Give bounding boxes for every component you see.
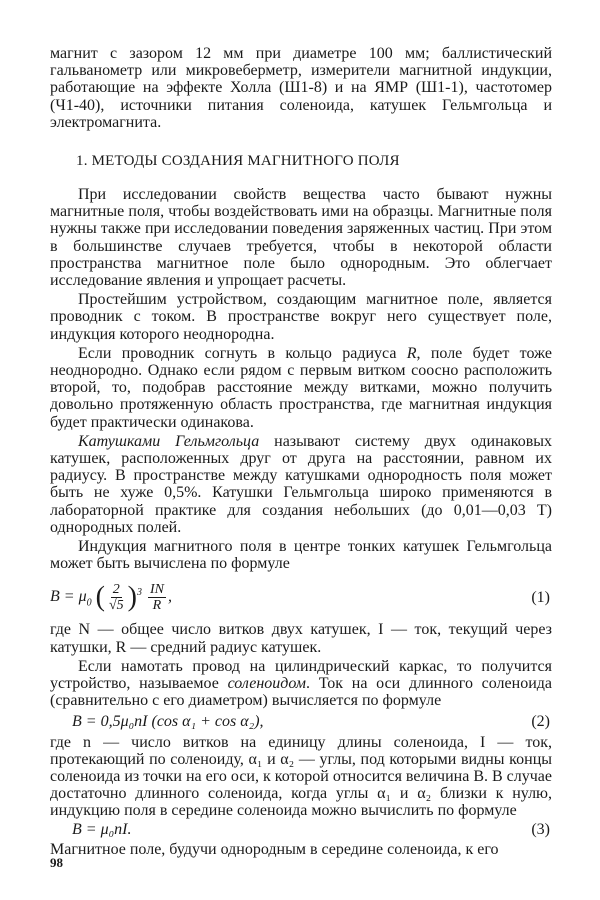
p3-text-b: , поле будет тоже неоднородно. Однако если рядом с первым витком соосно расположить второй, то, подобрав расстояние между витками, можно получить довольно протяженную область пространства, где магнитная индукция будет практически одинакова.	[50, 344, 552, 431]
formula-2-expression: B = 0,5μ₀nI (cos α₁ + cos α₂),	[72, 712, 264, 730]
formula-1-expression: $B = \mu_0$ ( $\frac{2}{√5}$ )$^3$ $\frac{IN}{R}$ ,	[50, 581, 172, 614]
formula-1-num: 2	[112, 582, 120, 598]
formula-1-num2: IN	[149, 582, 164, 598]
paragraph-4	[50, 433, 552, 536]
solenoid-term: соленоидом	[227, 675, 306, 693]
paragraph-7	[50, 658, 552, 710]
formula-1-tail: ,	[167, 588, 172, 606]
formula-1-power: 3	[136, 587, 142, 599]
paragraph-8: где n — число витков на единицу длины соленоида, I — ток, протекающий по соленоиду, α₁ и α₂ — углы, под которыми видны концы соленоида из точки на его оси, к которой относится величина B. В случае достаточно длинного соленоида, когда углы α₁ и α₂ близки к нулю, индукцию поля в середине соленоида можно вычислить по формуле	[50, 733, 552, 820]
paragraph-6: где N — общее число витков двух катушек, I — ток, текущий через катушки, R — средний радиус катушек.	[50, 621, 552, 656]
formula-1	[50, 582, 552, 613]
formula-3-expression: B = μ₀nI.	[72, 820, 132, 838]
paragraph-2: Простейшим устройством, создающим магнитное поле, является проводник с током. В пространстве вокруг него существует поле, индукция которого неоднородна.	[50, 291, 552, 343]
formula-1-den: √5	[108, 598, 124, 614]
formula-1-lhs: B = μ	[50, 588, 87, 606]
section-heading: 1. МЕТОДЫ СОЗДАНИЯ МАГНИТНОГО ПОЛЯ	[76, 153, 400, 170]
paragraph-5: Индукция магнитного поля в центре тонких катушек Гельмгольца может быть вычислена по формуле	[50, 538, 552, 573]
formula-1-den2: R	[152, 598, 162, 614]
formula-1-lhs-sub: 0	[86, 597, 92, 609]
intro-paragraph: магнит с зазором 12 мм при диаметре 100 мм; баллистический гальванометр или микровеберметр, измерители магнитной индукции, работающие на эффекте Холла (Ш1-8) и на ЯМР (Ш1-1), частотомер (Ч1-40), источники питания соленоида, катушек Гельмгольца и электромагнита.	[50, 45, 552, 131]
formula-2	[50, 713, 552, 731]
p3-symbol-r: R	[406, 344, 417, 362]
paragraph-9: Магнитное поле, будучи однородным в середине соленоида, к его	[50, 840, 499, 858]
page-number: 98	[50, 855, 63, 870]
helmholtz-term: Катушками Гельмгольца	[78, 432, 260, 450]
p3-text-a: Если проводник согнуть в кольцо радиуса	[78, 344, 407, 362]
formula-3	[50, 821, 552, 839]
formula-1-number: (1)	[531, 588, 550, 606]
paragraph-1: При исследовании свойств вещества часто бывают нужны магнитные поля, чтобы воздействовать ими на образцы. Магнитные поля нужны также при исследовании поведения заряженных частиц. При этом в большинстве случаев требуется, чтобы в некоторой области пространства магнитное поле было однородным. Это облегчает исследование явления и упрощает расчеты.	[50, 186, 552, 290]
paragraph-3	[50, 345, 552, 431]
formula-3-number: (3)	[531, 820, 550, 838]
p4-text: называют систему двух одинаковых катушек, расположенных друг от друга на расстоянии, равном их радиусу. В пространстве между катушками однородность поля может быть не хуже 0,5%. Катушки Гельмгольца широко применяются в лабораторной практике для создания небольших (до 0,01—0,03 Т) однородных полей.	[50, 432, 553, 536]
p7-text-b: . Ток на оси длинного соленоида (сравнительно с его диаметром) вычисляется по формуле	[50, 675, 553, 710]
formula-2-number: (2)	[531, 712, 550, 730]
formula-1-fraction-a	[107, 582, 126, 613]
p7-text-a: Если намотать провод на цилиндрический каркас, то получится устройство, называемое	[50, 657, 552, 693]
formula-1-fraction-b	[148, 582, 166, 613]
